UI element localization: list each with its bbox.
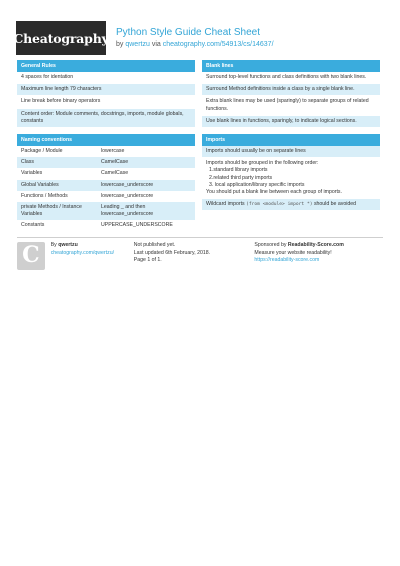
page-count: Page 1 of 1. (133, 257, 162, 264)
naming-style: UPPERCASE_UNDERSCORE (101, 222, 173, 229)
footer-meta (134, 242, 255, 277)
naming-style: lowercase (101, 148, 125, 155)
table-row (17, 168, 195, 179)
naming-item: Package / Module (21, 148, 63, 155)
general-rules-heading: General Rules (17, 60, 195, 72)
table-row (17, 157, 195, 168)
naming-conventions-section (17, 134, 195, 232)
author-link[interactable]: qwertzu (125, 40, 150, 48)
cheatography-logo[interactable]: Cheatography (16, 21, 106, 55)
general-rule-item: Content order: Module comments, docstrings, imports, module globals, constants (17, 109, 195, 128)
via-label: via (151, 40, 161, 48)
table-row (17, 146, 195, 157)
blank-line-item: Use blank lines in functions, sparingly, to indicate logical sections. (202, 116, 380, 128)
naming-style: lowercase_underscore (101, 181, 154, 188)
table-row (17, 220, 195, 231)
naming-item: private Methods / Instance Variables (21, 204, 82, 218)
footer-by-label: By (50, 242, 57, 248)
naming-style: lowercase_underscore (101, 192, 154, 199)
general-rule-item: Maximum line length 79 characters (17, 84, 195, 96)
naming-style: CamelCase (101, 170, 129, 177)
naming-item: Constants (21, 222, 45, 229)
header (13, 18, 384, 58)
general-rule-item: 4 spaces for identation (17, 72, 195, 84)
naming-item: Functions / Methods (21, 192, 68, 199)
import-wildcard-item (202, 199, 380, 211)
left-column (17, 60, 195, 238)
sponsor-label: Sponsored by (254, 242, 287, 248)
import-group-item: 1.standard library imports (209, 167, 268, 174)
right-column (202, 60, 380, 217)
naming-style: CamelCase (101, 159, 129, 166)
naming-item: Variables (21, 170, 43, 177)
import-group-item: 2.related third party imports (209, 174, 273, 181)
import-group-intro: Imports should be grouped in the following order: (206, 160, 319, 167)
import-grouping (202, 158, 380, 199)
table-row (17, 191, 195, 202)
sponsor-text: Measure your website readability! (254, 249, 332, 256)
footer-author-line (51, 242, 134, 250)
by-label: by (116, 40, 124, 48)
footer (17, 237, 383, 277)
imports-section (202, 134, 380, 211)
blank-lines-heading: Blank lines (202, 60, 380, 72)
naming-conventions-heading: Naming conventions (17, 134, 195, 146)
blank-line-item: Surround top-level functions and class definitions with two blank lines. (202, 72, 380, 84)
wildcard-code: (from <module> import *) (246, 202, 313, 208)
sponsor-line (254, 242, 383, 250)
header-subtitle (116, 39, 274, 50)
general-rule-item: Line break before binary operators (17, 96, 195, 108)
blank-lines-section (202, 60, 380, 128)
general-rules-section (17, 60, 195, 128)
table-row (17, 202, 195, 220)
header-text (116, 27, 274, 50)
sponsor-name: Readability-Score.com (287, 242, 344, 248)
imports-heading: Imports (202, 134, 380, 146)
naming-item: Global Variables (21, 181, 59, 188)
footer-sponsor (254, 242, 383, 277)
naming-style: Leading _ and then lowercase_underscore (101, 204, 154, 218)
import-group-item: 3. local application/library specific imports (209, 181, 305, 188)
page-title: Python Style Guide Cheat Sheet (116, 26, 260, 38)
import-item: Imports should usually be on separate lines (202, 146, 380, 158)
footer-author-link[interactable]: cheatography.com/qwertzu/ (50, 249, 115, 256)
footer-author-name: qwertzu (58, 242, 78, 248)
naming-item: Class (21, 159, 34, 166)
blank-line-item: Extra blank lines may be used (sparingly) to separate groups of related functions. (202, 96, 380, 115)
import-group-outro: You should put a blank line between each group of imports. (206, 189, 342, 196)
avatar: C (17, 242, 45, 270)
sheet-url-link[interactable]: cheatography.com/54913/cs/14637/ (162, 40, 274, 48)
wildcard-text: Wildcard imports (206, 201, 245, 208)
sponsor-link[interactable]: https://readability-score.com (254, 257, 320, 264)
wildcard-text-end: should be avoided (313, 201, 357, 208)
last-updated: Last updated 6th February, 2018. (133, 249, 211, 256)
footer-author (51, 242, 134, 277)
table-row (17, 180, 195, 191)
published-status: Not published yet. (133, 242, 176, 248)
blank-line-item: Surround Method definitions inside a class by a single blank line. (202, 84, 380, 96)
